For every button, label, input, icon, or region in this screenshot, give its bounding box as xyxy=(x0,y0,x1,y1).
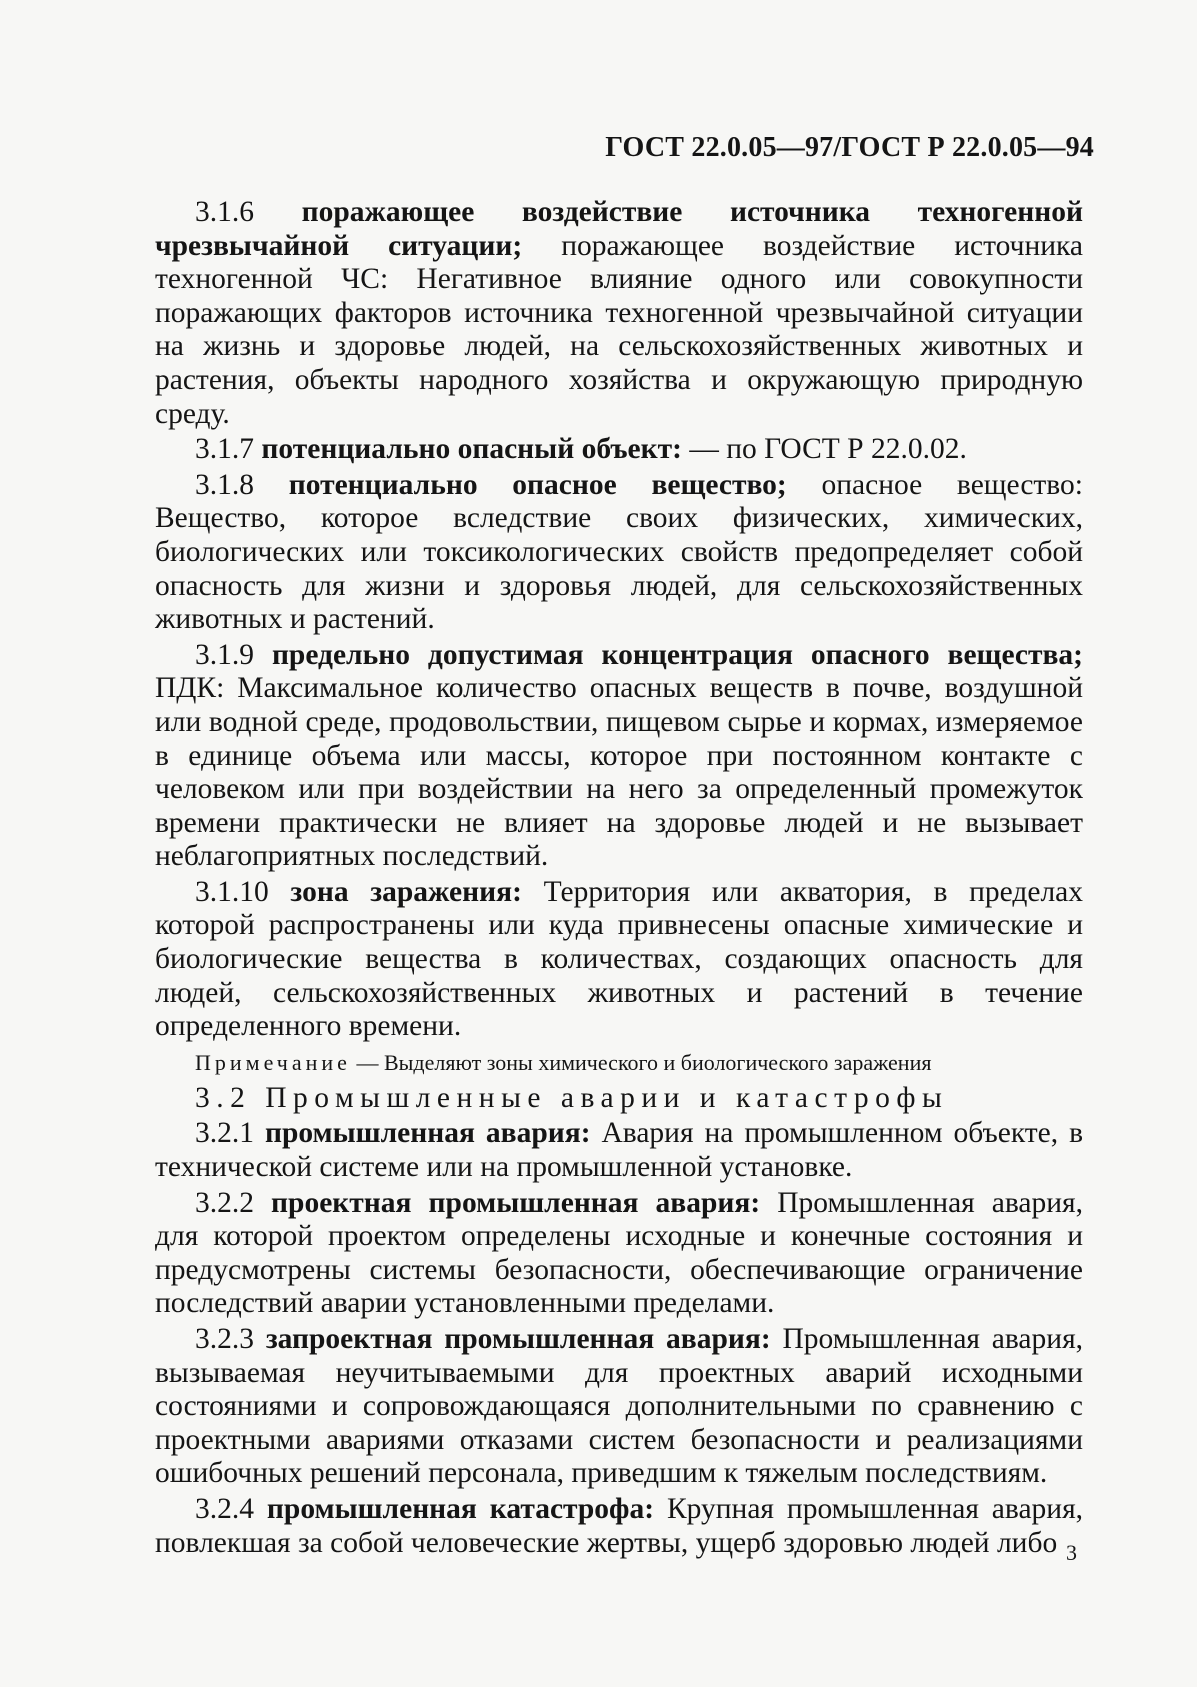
clause-3-1-6 xyxy=(155,196,1083,431)
clause-term: потенциально опасное вещество; xyxy=(288,468,787,501)
clause-3-1-8 xyxy=(155,469,1083,637)
clause-term: зона заражения: xyxy=(290,875,522,908)
clause-number: 3.2.4 xyxy=(195,1492,254,1525)
note-label: Примечание xyxy=(195,1049,351,1075)
clause-term: промышленная авария: xyxy=(264,1117,591,1150)
clause-3-1-9 xyxy=(155,639,1083,874)
clause-number: 3.1.6 xyxy=(195,196,254,228)
clause-number: 3.1.10 xyxy=(195,875,269,908)
clause-term: промышленная катастрофа: xyxy=(266,1492,655,1525)
clause-term: потенциально опасный объект: xyxy=(261,433,682,466)
clause-number: 3.2.3 xyxy=(195,1323,254,1355)
clause-number: 3.2.1 xyxy=(195,1117,254,1150)
clause-number: 3.1.7 xyxy=(195,433,254,466)
clause-text: Крупная промышленная авария, повлекшая за собой человеческие жертвы, ущерб здоровью людей либо xyxy=(155,1492,1084,1559)
document-body xyxy=(155,196,1083,1560)
clause-text: Промышленная авария, вызываемая неучитываемыми для проектных аварий исходными состояниями и сопровождающаяся дополнительными по сравнению с проектными авариями отказами систем безопасности и реализациями ошибочных решений персонала, приведшим к тяжелым последствиям. xyxy=(155,1323,1084,1490)
clause-number: 3.2.2 xyxy=(195,1186,254,1219)
clause-number: 3.1.8 xyxy=(195,468,254,501)
page-number: 3 xyxy=(1066,1540,1077,1565)
clause-text: опасное вещество: Вещество, которое вследствие своих физических, химических, биологических или токсикологических свойств предопределяет собой опасность для жизни и здоровья людей, для сельскохозяйственных животных и растений. xyxy=(155,468,1083,636)
section-number: 3.2 xyxy=(195,1081,252,1114)
clause-text: Территория или акватория, в пределах которой распространены или куда привнесены опасные химические и биологические вещества в количествах, создающих опасность для людей, сельскохозяйственных животных и растений в течение определенного времени. xyxy=(155,875,1084,1043)
clause-3-2-3 xyxy=(155,1323,1083,1491)
clause-text: Промышленная авария, для которой проектом определены исходные и конечные состояния и предусмотрены системы безопасности, обеспечивающие ограничение последствий аварии установленными пределами. xyxy=(155,1186,1083,1320)
section-heading xyxy=(155,1082,1083,1116)
clause-term: предельно допустимая концентрация опасного вещества; xyxy=(271,638,1084,671)
clause-term: запроектная промышленная авария: xyxy=(265,1323,771,1355)
clause-text: Авария на промышленном объекте, в технической системе или на промышленной установке. xyxy=(155,1117,1084,1184)
clause-3-2-1 xyxy=(155,1117,1083,1184)
clause-term: проектная промышленная авария: xyxy=(271,1186,761,1219)
clause-text: ПДК: Максимальное количество опасных веществ в почве, воздушной или водной среде, продовольствии, пищевом сырье и кормах, измеряемое в единице объема или массы, которое при постоянном контакте с человеком или при воздействии на него за определенный промежуток времени практически не влияет на здоровье людей и не вызывает неблагоприятных последствий. xyxy=(155,672,1083,873)
clause-3-2-2 xyxy=(155,1187,1083,1321)
clause-text: — по ГОСТ Р 22.0.02. xyxy=(689,433,967,466)
clause-3-2-4 xyxy=(155,1493,1083,1560)
clause-number: 3.1.9 xyxy=(195,638,254,671)
clause-3-1-7 xyxy=(155,433,1083,467)
clause-term: поражающее воздействие источника техногенной чрезвычайной ситуации; xyxy=(155,196,1084,262)
clause-text: поражающее воздействие источника техногенной ЧС: Негативное влияние одного или совокупности поражающих факторов источника техногенной чрезвычайной ситуации на жизнь и здоровье людей, на сельскохозяйственных животных и растения, объекты народного хозяйства и окружающую природную среду. xyxy=(155,229,1084,430)
standard-code-header: ГОСТ 22.0.05—97/ГОСТ Р 22.0.05—94 xyxy=(605,132,1094,163)
note xyxy=(155,1046,1083,1080)
clause-3-1-10 xyxy=(155,876,1083,1044)
section-title: Промышленные аварии и катастрофы xyxy=(265,1081,949,1114)
note-text: — Выделяют зоны химического и биологического заражения xyxy=(356,1049,932,1075)
